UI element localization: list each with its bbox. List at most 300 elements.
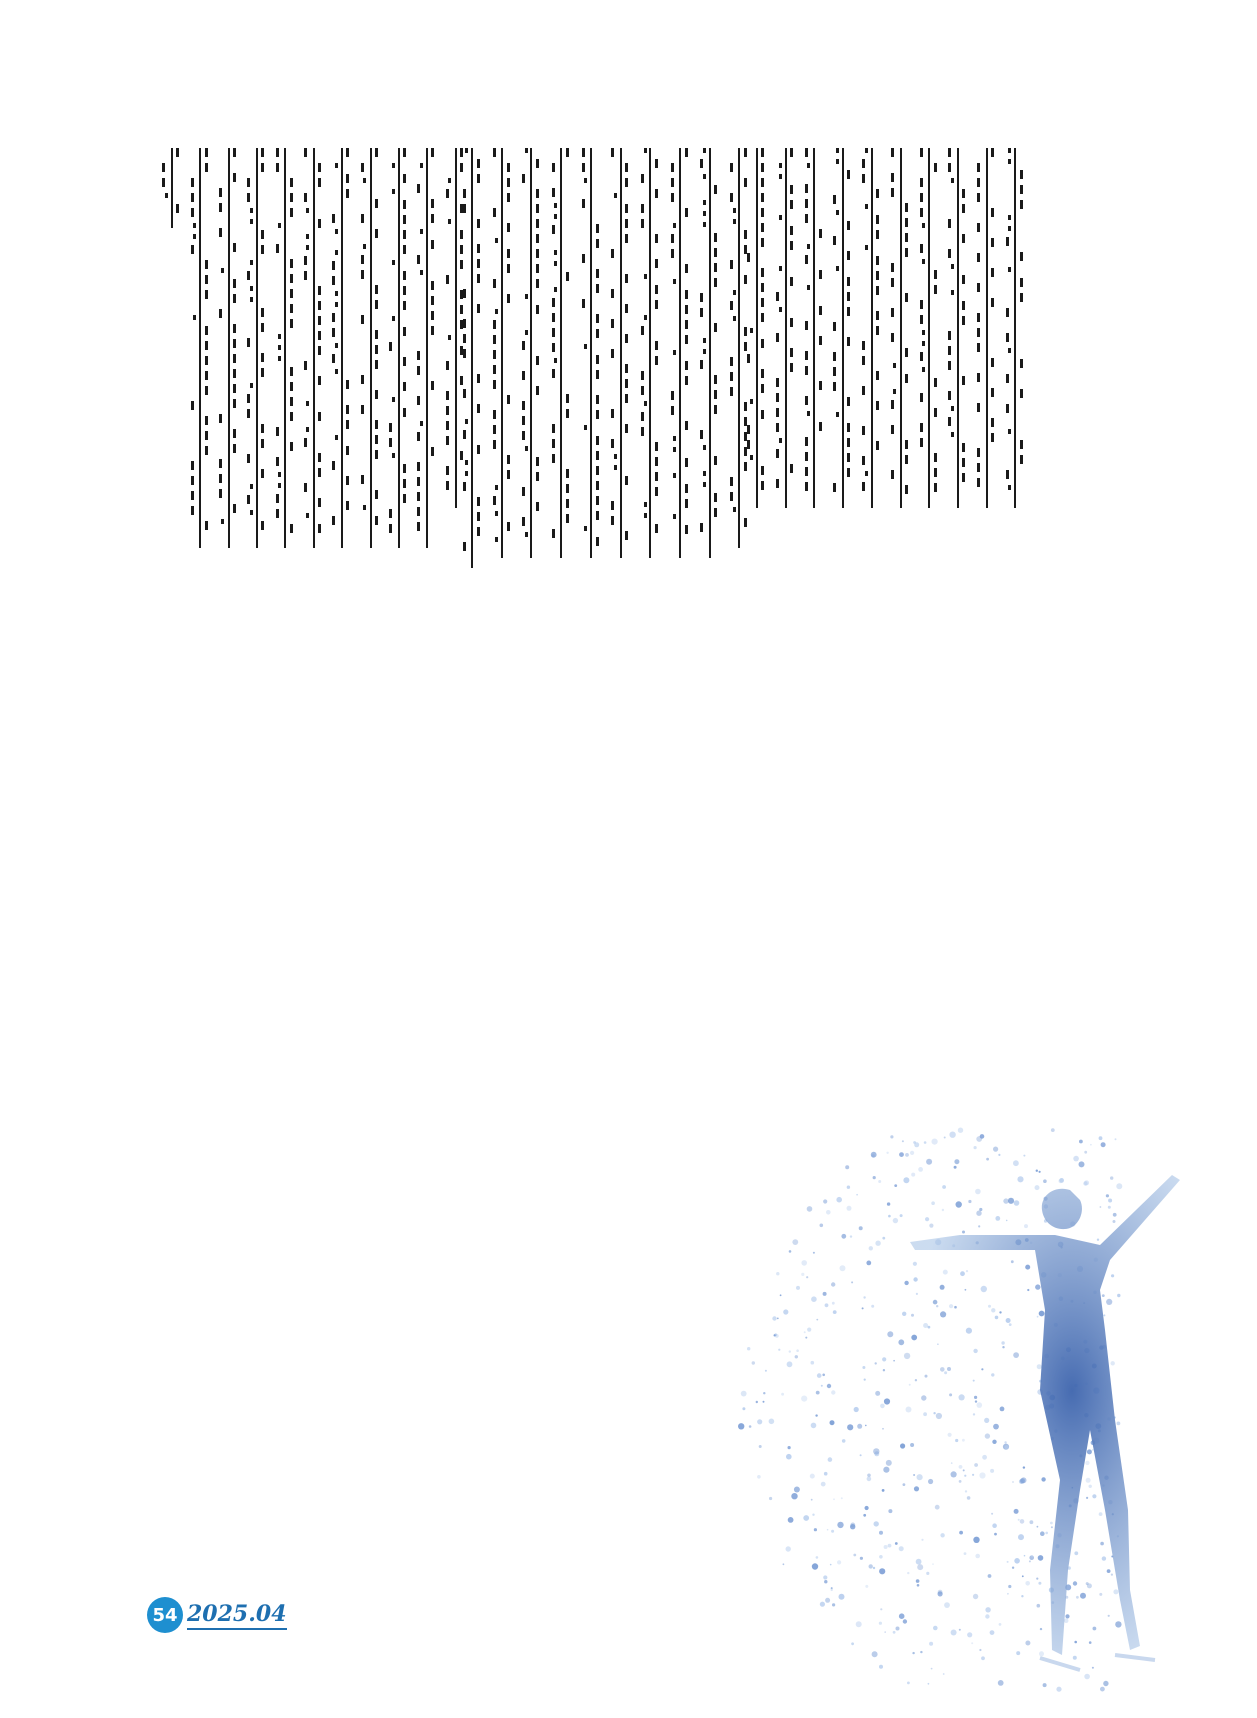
particle-dot — [1074, 1551, 1078, 1555]
glyph — [463, 445, 480, 454]
glyph — [304, 163, 321, 172]
glyph — [865, 148, 877, 153]
particle-dot — [937, 1343, 939, 1345]
particle-dot — [967, 1632, 972, 1637]
glyph — [893, 363, 905, 368]
glyph — [552, 484, 569, 493]
glyph — [582, 224, 599, 233]
particle-dot — [804, 1331, 806, 1333]
glyph — [219, 504, 236, 513]
glyph — [673, 279, 685, 284]
particle-dot — [886, 1460, 892, 1466]
glyph — [522, 502, 539, 511]
glyph — [417, 522, 434, 531]
glyph — [191, 356, 208, 365]
particle-dot — [944, 1137, 946, 1139]
glyph — [392, 316, 404, 321]
particle-dot — [1037, 1604, 1041, 1608]
glyph — [493, 455, 510, 464]
glyph — [948, 316, 965, 325]
glyph — [191, 401, 208, 410]
particle-dot — [1020, 1519, 1025, 1524]
glyph — [865, 471, 877, 476]
particle-dot — [1014, 1509, 1019, 1514]
glyph — [193, 315, 205, 320]
particle-dot — [933, 1626, 938, 1631]
particle-dot — [854, 1407, 859, 1412]
glyph — [276, 427, 293, 436]
particle-dot — [803, 1515, 809, 1521]
glyph — [495, 238, 507, 243]
glyph — [1006, 333, 1023, 342]
text-line — [745, 148, 767, 508]
glyph — [493, 279, 510, 288]
glyph — [304, 524, 321, 533]
glyph — [361, 435, 378, 444]
particle-dot — [1035, 1185, 1040, 1190]
particle-dot — [963, 1469, 965, 1471]
glyph — [582, 199, 599, 208]
glyph — [611, 424, 628, 433]
glyph — [276, 304, 293, 313]
glyph — [389, 382, 406, 391]
particle-dot — [869, 1564, 873, 1568]
glyph — [276, 494, 293, 503]
glyph — [700, 390, 717, 399]
glyph — [776, 241, 793, 250]
glyph — [733, 219, 745, 224]
particle-dot — [893, 1218, 898, 1223]
glyph — [525, 330, 537, 335]
glyph — [522, 401, 539, 410]
glyph — [554, 287, 566, 292]
glyph — [417, 366, 434, 375]
glyph — [611, 364, 628, 373]
glyph — [805, 184, 822, 193]
particle-dot — [951, 1630, 957, 1636]
glyph — [219, 203, 236, 212]
glyph — [522, 487, 539, 496]
glyph — [948, 189, 965, 198]
glyph — [463, 527, 480, 536]
glyph — [920, 208, 937, 217]
particle-dot — [1074, 1641, 1077, 1644]
particle-dot — [942, 1185, 946, 1189]
particle-dot — [815, 1414, 817, 1416]
particle-dot — [967, 1496, 971, 1500]
glyph — [747, 313, 764, 322]
particle-dot — [794, 1487, 800, 1493]
glyph — [552, 394, 569, 403]
glyph — [276, 163, 293, 172]
particle-dot — [1020, 1478, 1025, 1483]
particle-dot — [839, 1594, 845, 1600]
glyph — [805, 396, 822, 405]
particle-dot — [998, 1680, 1004, 1686]
text-line — [802, 148, 824, 508]
glyph — [1008, 485, 1020, 490]
particle-dot — [1027, 1289, 1029, 1291]
glyph — [278, 483, 290, 488]
glyph — [920, 483, 937, 492]
glyph — [948, 234, 965, 243]
particle-dot — [981, 1286, 987, 1292]
particle-dot — [850, 1235, 852, 1237]
glyph — [463, 512, 480, 521]
text-line — [387, 148, 408, 548]
glyph — [891, 470, 908, 479]
particle-dot — [887, 1331, 893, 1337]
glyph — [641, 300, 658, 309]
glyph — [833, 423, 850, 432]
glyph — [671, 264, 688, 273]
particle-dot — [884, 1398, 890, 1404]
glyph — [671, 406, 688, 415]
particle-dot — [959, 1394, 965, 1400]
glyph — [219, 243, 236, 252]
particle-dot — [821, 1385, 823, 1387]
glyph — [463, 482, 480, 491]
glyph — [552, 298, 569, 307]
particle-dot — [1006, 1318, 1011, 1323]
glyph — [335, 250, 347, 255]
glyph — [247, 368, 264, 377]
particle-dot — [1025, 1641, 1030, 1646]
particle-dot — [1002, 1346, 1004, 1348]
glyph — [361, 450, 378, 459]
glyph — [644, 148, 656, 153]
particle-dot — [781, 1393, 784, 1396]
particle-dot — [936, 1413, 942, 1419]
glyph — [920, 300, 937, 309]
particle-dot — [1014, 1558, 1020, 1564]
glyph — [703, 349, 715, 354]
glyph — [554, 214, 566, 219]
glyph — [747, 298, 764, 307]
particle-dot — [1073, 1581, 1077, 1585]
particle-dot — [1113, 1213, 1117, 1217]
glyph — [417, 381, 434, 390]
glyph — [417, 396, 434, 405]
particle-dot — [882, 1357, 886, 1361]
particle-dot — [830, 1564, 832, 1566]
particle-dot — [833, 1498, 835, 1500]
glyph — [361, 330, 378, 339]
particle-dot — [832, 1302, 835, 1305]
glyph — [747, 148, 764, 157]
glyph — [703, 200, 715, 205]
particle-dot — [973, 1594, 978, 1599]
particle-dot — [926, 1572, 929, 1575]
glyph — [162, 178, 179, 187]
particle-dot — [1006, 1220, 1008, 1222]
particle-dot — [757, 1419, 762, 1424]
glyph — [306, 427, 318, 432]
glyph — [747, 268, 764, 277]
particle-dot — [903, 1619, 907, 1623]
glyph — [673, 436, 685, 441]
glyph — [805, 306, 822, 315]
glyph — [703, 222, 715, 227]
glyph — [671, 484, 688, 493]
glyph — [276, 178, 293, 187]
glyph — [977, 358, 994, 367]
glyph — [335, 163, 347, 168]
glyph — [865, 245, 877, 250]
glyph — [417, 296, 434, 305]
glyph — [776, 185, 793, 194]
particle-dot — [759, 1445, 762, 1448]
glyph — [611, 501, 628, 510]
glyph — [779, 438, 791, 443]
glyph — [417, 492, 434, 501]
glyph — [862, 386, 879, 395]
glyph — [522, 356, 539, 365]
particle-dot — [986, 1158, 989, 1161]
particle-dot — [975, 1189, 981, 1195]
particle-dot — [974, 1146, 977, 1149]
glyph — [191, 245, 208, 254]
glyph — [862, 482, 879, 491]
glyph — [611, 204, 628, 213]
glyph — [611, 274, 628, 283]
glyph — [920, 453, 937, 462]
glyph — [893, 389, 905, 394]
glyph — [862, 426, 879, 435]
particle-dot — [900, 1443, 905, 1448]
glyph — [1006, 170, 1023, 179]
particle-dot — [971, 1642, 973, 1644]
particle-dot — [796, 1349, 799, 1352]
particle-dot — [851, 1642, 854, 1645]
glyph — [611, 349, 628, 358]
glyph — [805, 437, 822, 446]
particle-dot — [981, 1368, 983, 1370]
glyph — [836, 159, 848, 164]
particle-dot — [882, 1237, 885, 1240]
particle-dot — [1115, 1138, 1117, 1140]
particle-dot — [813, 1252, 815, 1254]
particle-dot — [1031, 1555, 1033, 1557]
glyph — [463, 244, 480, 253]
particle-dot — [860, 1557, 863, 1560]
particle-dot — [879, 1555, 883, 1559]
particle-dot — [879, 1531, 883, 1535]
glyph — [389, 408, 406, 417]
glyph — [278, 334, 290, 339]
glyph — [611, 178, 628, 187]
particle-dot — [1007, 1593, 1009, 1595]
glyph — [247, 495, 264, 504]
particle-dot — [1041, 1477, 1045, 1481]
particle-dot — [1051, 1128, 1055, 1132]
glyph — [750, 455, 762, 460]
glyph — [250, 383, 262, 388]
glyph — [276, 274, 293, 283]
particle-dot — [741, 1391, 747, 1397]
particle-dot — [1087, 1449, 1092, 1454]
particle-dot — [936, 1305, 938, 1307]
skate-blade-icon — [1040, 1655, 1155, 1670]
glyph — [493, 350, 510, 359]
glyph — [805, 199, 822, 208]
glyph — [522, 204, 539, 213]
glyph — [522, 234, 539, 243]
particle-dot — [995, 1316, 999, 1320]
glyph — [392, 189, 404, 194]
glyph — [335, 302, 347, 307]
glyph — [891, 400, 908, 409]
text-line — [302, 148, 323, 548]
particle-dot — [991, 1308, 995, 1312]
text-column-right — [160, 148, 465, 548]
glyph — [1006, 293, 1023, 302]
particle-dot — [931, 1668, 933, 1670]
glyph — [493, 496, 510, 505]
particle-dot — [875, 1391, 880, 1396]
particle-dot — [787, 1361, 793, 1367]
particle-dot — [840, 1265, 846, 1271]
particle-dot — [972, 1474, 974, 1476]
glyph — [977, 373, 994, 382]
glyph — [278, 356, 290, 361]
glyph — [219, 228, 236, 237]
glyph — [335, 369, 347, 374]
particle-dot — [1036, 1578, 1038, 1580]
particle-dot — [999, 1311, 1001, 1313]
glyph — [361, 405, 378, 414]
glyph — [420, 229, 432, 234]
glyph — [332, 261, 349, 270]
glyph — [747, 178, 764, 187]
glyph — [611, 219, 628, 228]
particle-dot — [899, 1546, 904, 1551]
glyph — [276, 193, 293, 202]
particle-dot — [979, 1472, 985, 1478]
particle-dot — [959, 1629, 961, 1631]
particle-dot — [914, 1486, 919, 1491]
particle-dot — [821, 1482, 826, 1487]
glyph — [582, 395, 599, 404]
glyph — [922, 330, 934, 335]
particle-dot — [824, 1580, 827, 1583]
glyph — [361, 270, 378, 279]
glyph — [671, 234, 688, 243]
glyph — [611, 319, 628, 328]
particle-dot — [863, 1296, 865, 1298]
glyph — [733, 208, 745, 213]
glyph — [776, 292, 793, 301]
glyph — [977, 178, 994, 187]
glyph — [522, 249, 539, 258]
glyph — [922, 341, 934, 346]
glyph — [920, 468, 937, 477]
glyph — [776, 464, 793, 473]
particle-dot — [776, 1272, 779, 1275]
particle-dot — [1050, 1522, 1053, 1525]
glyph — [641, 189, 658, 198]
glyph — [582, 254, 599, 263]
glyph — [611, 516, 628, 525]
particle-dot — [851, 1281, 853, 1283]
particle-dot — [837, 1522, 843, 1528]
particle-dot — [974, 1463, 978, 1467]
glyph — [700, 263, 717, 272]
particle-dot — [906, 1407, 912, 1413]
glyph — [747, 354, 764, 363]
glyph — [776, 348, 793, 357]
glyph — [862, 341, 879, 350]
glyph — [920, 408, 937, 417]
particle-dot — [801, 1273, 804, 1276]
particle-dot — [1007, 1561, 1009, 1563]
glyph — [747, 466, 764, 475]
particle-dot — [1043, 1179, 1047, 1183]
glyph — [920, 438, 937, 447]
glyph — [948, 458, 965, 467]
glyph — [247, 245, 264, 254]
glyph — [389, 215, 406, 224]
particle-dot — [1023, 1466, 1025, 1468]
glyph — [951, 432, 963, 437]
glyph — [304, 286, 321, 295]
glyph — [191, 521, 208, 530]
glyph — [805, 214, 822, 223]
glyph — [733, 290, 745, 295]
glyph — [250, 510, 262, 515]
particle-dot — [925, 1375, 928, 1378]
text-line — [245, 148, 266, 548]
glyph — [862, 159, 879, 168]
glyph — [611, 304, 628, 313]
particle-dot — [812, 1514, 814, 1516]
particle-dot — [933, 1412, 935, 1414]
glyph — [392, 163, 404, 168]
particle-dot — [929, 1642, 933, 1646]
glyph — [392, 260, 404, 265]
glyph — [644, 401, 656, 406]
particle-dot — [1039, 1311, 1045, 1317]
glyph — [247, 230, 264, 239]
particle-dot — [1100, 1687, 1105, 1692]
glyph — [641, 234, 658, 243]
glyph — [776, 378, 793, 387]
particle-dot — [1086, 1478, 1091, 1483]
glyph — [417, 477, 434, 486]
glyph — [948, 473, 965, 482]
particle-dot — [1113, 1589, 1118, 1594]
particle-dot — [1009, 1323, 1012, 1326]
glyph — [219, 384, 236, 393]
particle-dot — [1024, 1555, 1026, 1557]
particle-dot — [1085, 1461, 1089, 1465]
glyph — [920, 178, 937, 187]
text-line — [579, 148, 602, 558]
particle-dot — [940, 1285, 945, 1290]
glyph — [250, 260, 262, 265]
particle-dot — [1079, 1140, 1083, 1144]
glyph — [554, 250, 566, 255]
glyph — [673, 447, 685, 452]
glyph — [700, 293, 717, 302]
glyph — [776, 333, 793, 342]
particle-dot — [988, 1574, 992, 1578]
particle-dot — [895, 1542, 898, 1545]
particle-dot — [873, 1567, 875, 1569]
particle-dot — [990, 1469, 994, 1473]
particle-dot — [769, 1419, 775, 1425]
glyph — [641, 341, 658, 350]
